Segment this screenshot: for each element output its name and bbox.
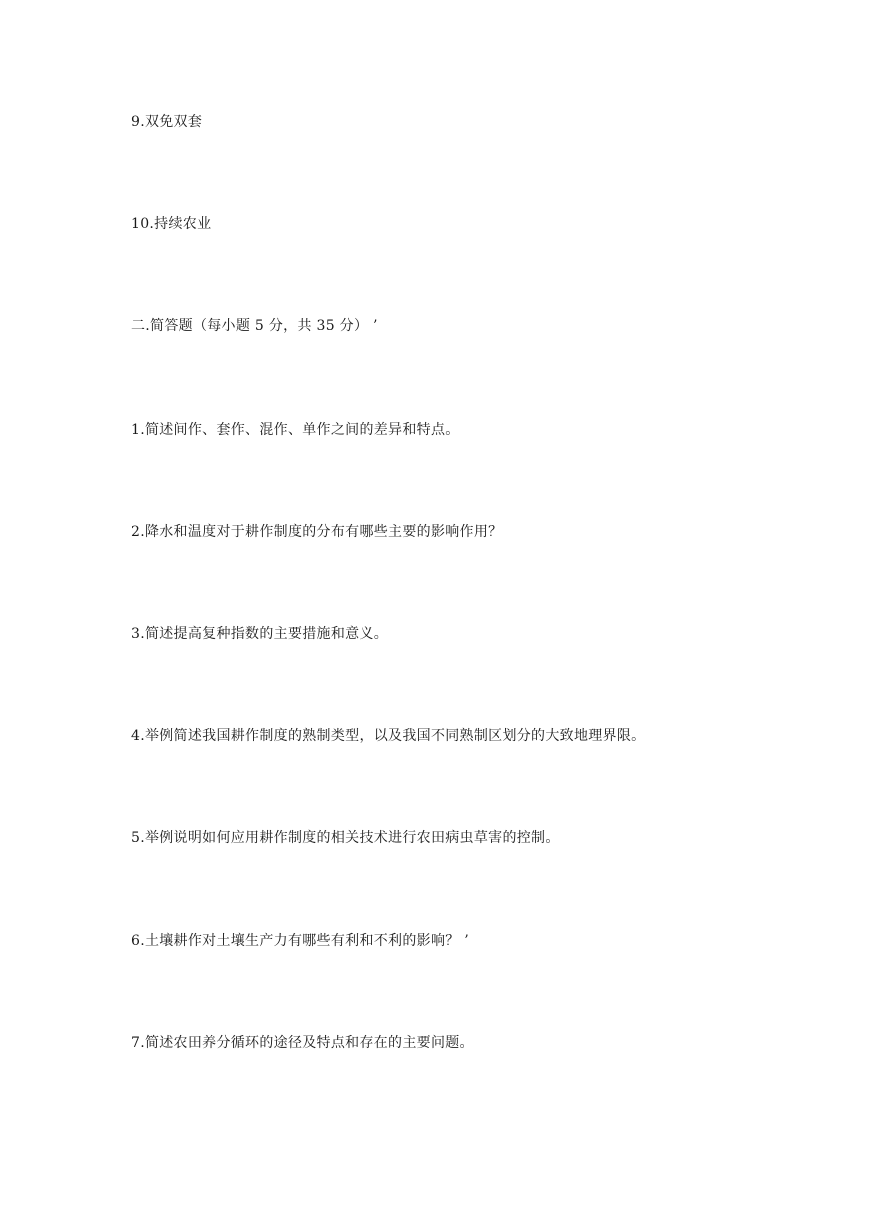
question-2: 2.降水和温度对于耕作制度的分布有哪些主要的影响作用？ [131, 524, 503, 540]
question-1: 1.简述间作、套作、混作、单作之间的差异和特点。 [131, 422, 460, 438]
question-5: 5.举例说明如何应用耕作制度的相关技术进行农田病虫草害的控制。 [131, 830, 560, 846]
question-3: 3.简述提高复种指数的主要措施和意义。 [131, 626, 389, 642]
question-7: 7.简述农田养分循环的途径及特点和存在的主要问题。 [131, 1035, 474, 1051]
question-4: 4.举例简述我国耕作制度的熟制类型，以及我国不同熟制区划分的大致地理界限。 [131, 728, 646, 744]
definition-item-9: 9.双免双套 [131, 114, 203, 130]
question-6: 6.土壤耕作对土壤生产力有哪些有利和不利的影响？ ’ [131, 933, 470, 949]
section-heading-short-answer: 二.简答题（每小题 5 分，共 35 分） ’ [131, 318, 378, 334]
definition-item-10: 10.持续农业 [131, 216, 212, 232]
